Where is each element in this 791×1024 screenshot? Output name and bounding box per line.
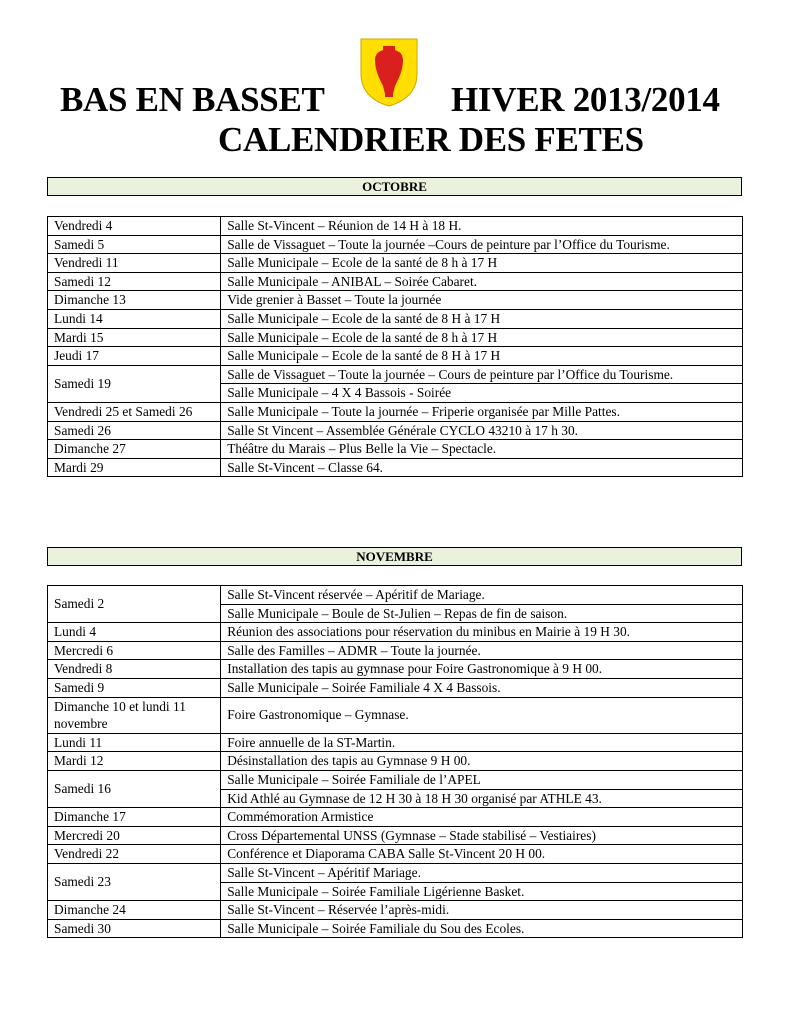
event-description: Salle des Familles – ADMR – Toute la journée. xyxy=(221,641,743,660)
event-day: Vendredi 8 xyxy=(48,660,221,679)
event-day: Dimanche 17 xyxy=(48,808,221,827)
event-description: Salle Municipale – 4 X 4 Bassois - Soirée xyxy=(221,384,743,403)
event-description: Salle de Vissaguet – Toute la journée – Cours de peinture par l’Office du Tourisme. xyxy=(221,365,743,384)
event-day: Samedi 5 xyxy=(48,235,221,254)
event-description: Installation des tapis au gymnase pour Foire Gastronomique à 9 H 00. xyxy=(221,660,743,679)
event-day: Lundi 4 xyxy=(48,623,221,642)
event-day: Vendredi 25 et Samedi 26 xyxy=(48,402,221,421)
table-row xyxy=(48,291,743,310)
event-description: Salle Municipale – Ecole de la santé de 8 H à 17 H xyxy=(221,309,743,328)
event-day: Mardi 29 xyxy=(48,458,221,477)
event-day: Vendredi 4 xyxy=(48,217,221,236)
events-table-body xyxy=(48,586,743,938)
table-row xyxy=(48,309,743,328)
event-description: Salle Municipale – Ecole de la santé de 8 H à 17 H xyxy=(221,347,743,366)
event-day: Samedi 16 xyxy=(48,770,221,807)
event-day: Mercredi 6 xyxy=(48,641,221,660)
event-description: Salle Municipale – Soirée Familiale 4 X 4 Bassois. xyxy=(221,678,743,697)
event-description: Salle Municipale – Ecole de la santé de 8 h à 17 H xyxy=(221,254,743,273)
event-description: Foire Gastronomique – Gymnase. xyxy=(221,697,743,733)
event-day: Samedi 23 xyxy=(48,863,221,900)
table-row xyxy=(48,752,743,771)
month-header-november: NOVEMBRE xyxy=(47,547,742,566)
event-description: Cross Départemental UNSS (Gymnase – Stade stabilisé – Vestiaires) xyxy=(221,826,743,845)
event-description: Foire annuelle de la ST-Martin. xyxy=(221,733,743,752)
table-row xyxy=(48,421,743,440)
table-row xyxy=(48,845,743,864)
event-description: Salle Municipale – Boule de St-Julien – Repas de fin de saison. xyxy=(221,604,743,623)
table-row xyxy=(48,458,743,477)
table-row xyxy=(48,440,743,459)
event-description: Salle Municipale – Toute la journée – Friperie organisée par Mille Pattes. xyxy=(221,402,743,421)
event-day: Samedi 2 xyxy=(48,586,221,623)
table-row xyxy=(48,328,743,347)
event-day: Mercredi 20 xyxy=(48,826,221,845)
event-description: Conférence et Diaporama CABA Salle St-Vincent 20 H 00. xyxy=(221,845,743,864)
event-day: Dimanche 24 xyxy=(48,901,221,920)
event-description: Salle St Vincent – Assemblée Générale CYCLO 43210 à 17 h 30. xyxy=(221,421,743,440)
table-row xyxy=(48,826,743,845)
event-day: Vendredi 11 xyxy=(48,254,221,273)
table-row xyxy=(48,678,743,697)
event-day: Dimanche 13 xyxy=(48,291,221,310)
table-row xyxy=(48,660,743,679)
season-title: HIVER 2013/2014 xyxy=(451,80,720,119)
table-row xyxy=(48,272,743,291)
event-day: Samedi 30 xyxy=(48,919,221,938)
event-day: Samedi 26 xyxy=(48,421,221,440)
event-day: Lundi 11 xyxy=(48,733,221,752)
events-table-november xyxy=(47,585,743,938)
table-row xyxy=(48,365,743,384)
event-day: Samedi 19 xyxy=(48,365,221,402)
table-row xyxy=(48,808,743,827)
event-day: Dimanche 27 xyxy=(48,440,221,459)
table-row xyxy=(48,697,743,733)
table-row xyxy=(48,235,743,254)
event-day: Samedi 9 xyxy=(48,678,221,697)
event-description: Désinstallation des tapis au Gymnase 9 H 00. xyxy=(221,752,743,771)
event-description: Salle Municipale – Soirée Familiale Ligérienne Basket. xyxy=(221,882,743,901)
event-description: Salle de Vissaguet – Toute la journée –Cours de peinture par l’Office du Tourisme. xyxy=(221,235,743,254)
events-table-october xyxy=(47,216,743,477)
event-description: Vide grenier à Basset – Toute la journée xyxy=(221,291,743,310)
event-description: Théâtre du Marais – Plus Belle la Vie – Spectacle. xyxy=(221,440,743,459)
event-description: Salle Municipale – ANIBAL – Soirée Cabaret. xyxy=(221,272,743,291)
event-day: Lundi 14 xyxy=(48,309,221,328)
month-header-october: OCTOBRE xyxy=(47,177,742,196)
event-description: Salle St-Vincent – Apéritif Mariage. xyxy=(221,863,743,882)
event-description: Salle Municipale – Soirée Familiale de l’APEL xyxy=(221,770,743,789)
table-row xyxy=(48,641,743,660)
table-row xyxy=(48,770,743,789)
table-row xyxy=(48,863,743,882)
page-title: CALENDRIER DES FETES xyxy=(218,120,644,159)
event-day: Dimanche 10 et lundi 11 novembre xyxy=(48,697,221,733)
event-description: Salle St-Vincent – Réunion de 14 H à 18 H. xyxy=(221,217,743,236)
event-description: Salle Municipale – Soirée Familiale du Sou des Ecoles. xyxy=(221,919,743,938)
event-description: Salle St-Vincent réservée – Apéritif de Mariage. xyxy=(221,586,743,605)
event-description: Réunion des associations pour réservation du minibus en Mairie à 19 H 30. xyxy=(221,623,743,642)
town-title: BAS EN BASSET xyxy=(60,80,325,119)
table-row xyxy=(48,254,743,273)
event-description: Kid Athlé au Gymnase de 12 H 30 à 18 H 30 organisé par ATHLE 43. xyxy=(221,789,743,808)
table-row xyxy=(48,347,743,366)
event-day: Mardi 15 xyxy=(48,328,221,347)
table-row xyxy=(48,901,743,920)
table-row xyxy=(48,402,743,421)
event-description: Commémoration Armistice xyxy=(221,808,743,827)
table-row xyxy=(48,217,743,236)
event-day: Vendredi 22 xyxy=(48,845,221,864)
event-description: Salle Municipale – Ecole de la santé de 8 h à 17 H xyxy=(221,328,743,347)
event-description: Salle St-Vincent – Classe 64. xyxy=(221,458,743,477)
table-row xyxy=(48,919,743,938)
event-day: Mardi 12 xyxy=(48,752,221,771)
events-table-body xyxy=(48,217,743,477)
amphora-crest-icon xyxy=(356,36,422,108)
event-description: Salle St-Vincent – Réservée l’après-midi. xyxy=(221,901,743,920)
event-day: Samedi 12 xyxy=(48,272,221,291)
event-day: Jeudi 17 xyxy=(48,347,221,366)
table-row xyxy=(48,586,743,605)
table-row xyxy=(48,733,743,752)
table-row xyxy=(48,623,743,642)
